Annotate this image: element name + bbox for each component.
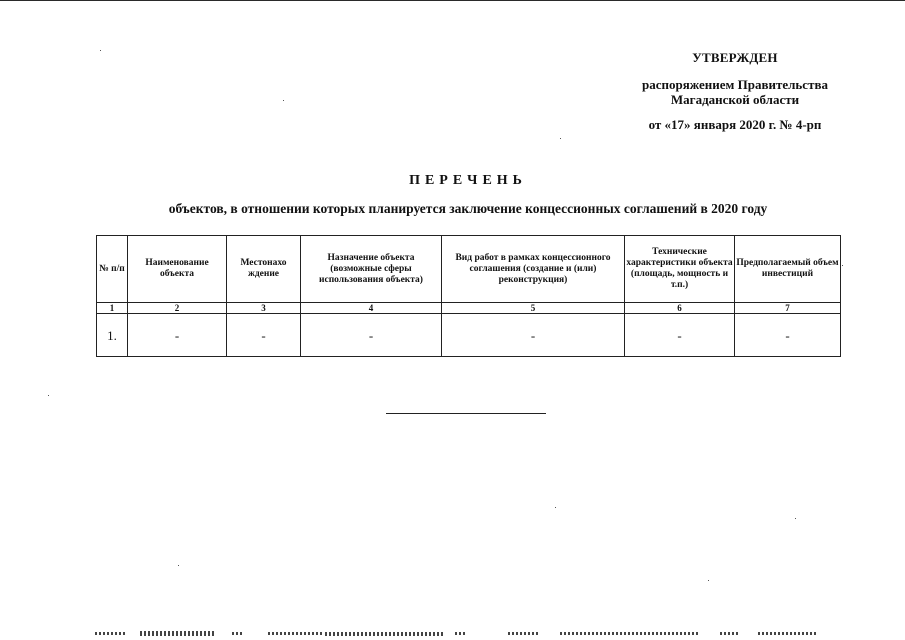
table-cell-row-number: 1. (97, 314, 128, 357)
header-cell-name: Наименование объекта (128, 236, 227, 303)
scan-speck (555, 507, 556, 508)
column-number: 4 (301, 303, 442, 314)
scan-speck (100, 50, 101, 51)
table-row (97, 314, 841, 357)
approval-authority-line2: Магаданской области (670, 92, 800, 107)
closing-divider (386, 413, 546, 414)
header-cell-specs: Технические характеристики объекта (площадь, мощность и т.п.) (625, 236, 735, 303)
scan-speck (708, 580, 709, 581)
table-cell-location: - (227, 314, 301, 357)
table-cell-specs: - (625, 314, 735, 357)
column-number: 1 (97, 303, 128, 314)
column-number: 3 (227, 303, 301, 314)
column-number: 5 (442, 303, 625, 314)
approval-authority-line1: распоряжением Правительства (642, 77, 828, 92)
column-number: 7 (735, 303, 841, 314)
header-cell-location: Местонахо ждение (227, 236, 301, 303)
approval-block (600, 50, 870, 132)
header-cell-work-type: Вид работ в рамках концессионного соглашения (создание и (или) реконструкция) (442, 236, 625, 303)
table-cell-work-type: - (442, 314, 625, 357)
table-cell-purpose: - (301, 314, 442, 357)
table-column-number-row (97, 303, 841, 314)
header-cell-number: № п/п (97, 236, 128, 303)
column-number: 2 (128, 303, 227, 314)
document-title: ПЕРЕЧЕНЬ (409, 173, 527, 188)
header-cell-purpose: Назначение объекта (возможные сферы использования объекта) (301, 236, 442, 303)
table-header-row (97, 236, 841, 303)
column-number: 6 (625, 303, 735, 314)
approval-date: от «17» января 2020 г. № 4-рп (648, 117, 822, 132)
scan-edge-bottom (0, 629, 905, 638)
scan-speck (560, 138, 561, 139)
document-subtitle: объектов, в отношении которых планируется заключение концессионных соглашений в 2020 году (168, 201, 768, 216)
scan-speck (283, 100, 284, 101)
table-cell-name: - (128, 314, 227, 357)
scan-speck (48, 395, 49, 396)
objects-table (96, 235, 841, 357)
scan-speck (178, 565, 179, 566)
scan-edge-top (0, 0, 905, 1)
scan-speck (795, 518, 796, 519)
table-cell-investment: - (735, 314, 841, 357)
scan-speck (842, 265, 843, 266)
header-cell-investment: Предполагаемый объем инвестиций (735, 236, 841, 303)
approval-title: УТВЕРЖДЕН (692, 50, 778, 65)
